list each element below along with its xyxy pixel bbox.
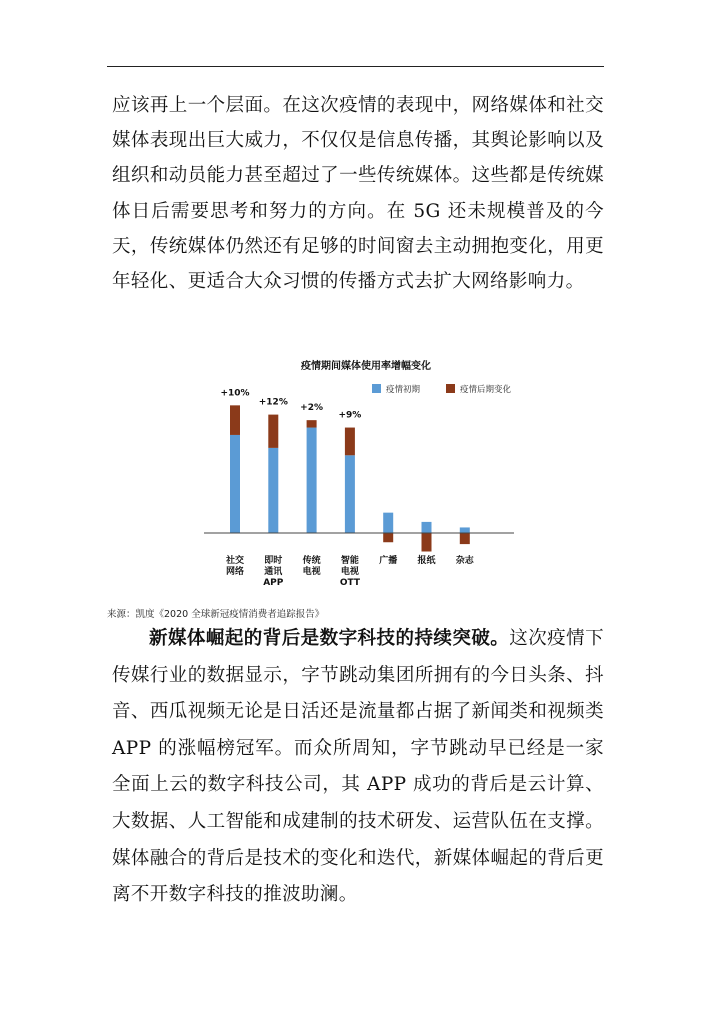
- category-label-1-1: 通讯: [264, 567, 283, 577]
- chart-source: 来源：凯度《2020 全球新冠疫情消费者追踪报告》: [107, 609, 325, 620]
- media-usage-chart: [196, 355, 536, 595]
- legend-label-0: 疫情初期: [386, 385, 421, 395]
- bar-initial-4: [383, 513, 393, 533]
- bar-initial-0: [230, 435, 240, 533]
- paragraph-lead: 新媒体崛起的背后是数字科技的持续突破。: [149, 628, 510, 649]
- bar-change-5: [422, 533, 432, 552]
- bar-initial-3: [345, 455, 355, 533]
- annotation-0: +10%: [220, 388, 250, 399]
- bar-change-1: [268, 415, 278, 448]
- category-label-0-0: 社交: [225, 556, 245, 566]
- bar-change-3: [345, 428, 355, 456]
- category-label-4-0: 广播: [379, 556, 398, 566]
- legend-swatch-1: [446, 384, 455, 393]
- category-label-2-1: 电视: [302, 567, 321, 577]
- legend-label-1: 疫情后期变化: [460, 385, 512, 395]
- bar-change-6: [460, 533, 470, 544]
- annotation-3: +9%: [338, 410, 362, 421]
- category-label-2-0: 传统: [302, 556, 321, 566]
- bar-initial-5: [422, 522, 432, 533]
- category-label-5-0: 报纸: [417, 556, 436, 566]
- bar-change-4: [383, 533, 393, 542]
- category-label-3-2: OTT: [339, 578, 360, 588]
- bar-initial-2: [307, 428, 317, 533]
- chart-title: 疫情期间媒体使用率增幅变化: [301, 361, 431, 372]
- category-label-1-2: APP: [263, 578, 284, 588]
- category-label-3-0: 智能: [340, 556, 359, 566]
- chart-bars: [230, 405, 470, 551]
- annotation-1: +12%: [258, 397, 288, 408]
- bar-change-2: [307, 420, 317, 427]
- paragraph-intro: 应该再上一个层面。在这次疫情的表现中，网络媒体和社交媒体表现出巨大威力，不仅仅是信息传播，其舆论影响以及组织和动员能力甚至超过了一些传统媒体。这些都是传统媒体日后需要思考和努力的方向。在 5G 还未规模普及的今天，传统媒体仍然还有足够的时间窗去主动拥抱变化，用更年轻化、更适合大众习惯的传播方式去扩大网络影响力。: [112, 95, 604, 293]
- category-label-0-1: 网络: [225, 567, 245, 577]
- chart-svg: [196, 355, 536, 595]
- chart-legend: [372, 384, 512, 395]
- paragraph-main: [112, 621, 604, 914]
- category-label-6-0: 杂志: [455, 556, 474, 566]
- paragraph-body: 这次疫情下传媒行业的数据显示，字节跳动集团所拥有的今日头条、抖音、西瓜视频无论是日活还是流量都占据了新闻类和视频类 APP 的涨幅榜冠军。而众所周知，字节跳动早已经是一家全面上云的数字科技公司，其 APP 成功的背后是云计算、大数据、人工智能和成建制的技术研发、运营队伍在支撑。媒体融合的背后是技术的变化和迭代，新媒体崛起的背后更离不开数字科技的推波助澜。: [112, 628, 604, 906]
- category-label-1-0: 即时: [264, 556, 283, 566]
- bar-initial-1: [268, 448, 278, 533]
- bar-initial-6: [460, 527, 470, 533]
- annotation-2: +2%: [300, 403, 324, 414]
- legend-swatch-0: [372, 384, 381, 393]
- header-rule: [107, 66, 604, 67]
- bar-change-0: [230, 405, 240, 435]
- chart-category-labels: [225, 554, 475, 588]
- category-label-3-1: 电视: [340, 567, 359, 577]
- chart-annotations: [220, 388, 361, 420]
